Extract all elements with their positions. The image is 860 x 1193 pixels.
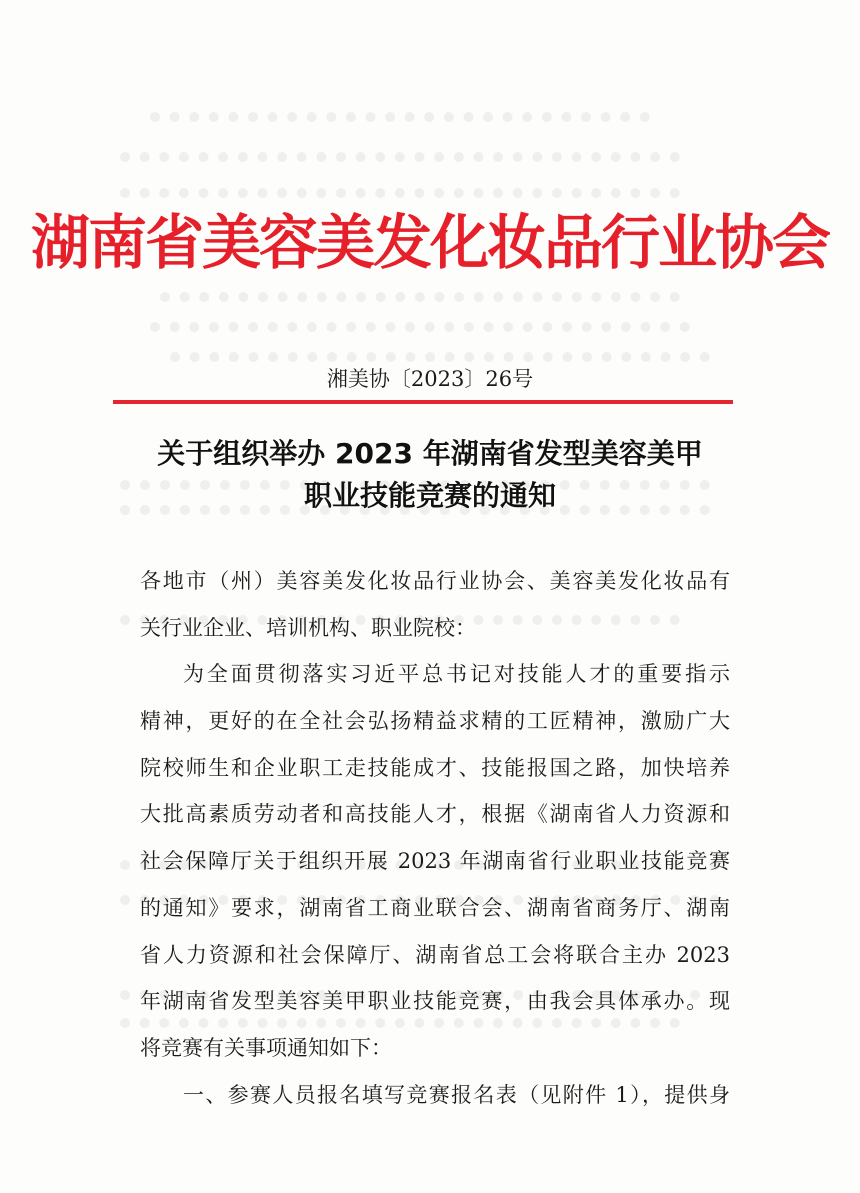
body-line: 的通知》要求，湖南省工商业联合会、湖南省商务厅、湖南 [140, 895, 730, 920]
bleed-through-line [120, 152, 680, 162]
document-number: 湘美协〔2023〕26号 [326, 367, 534, 391]
bleed-through-line [150, 112, 650, 122]
red-divider [113, 400, 733, 404]
body-line: 省人力资源和社会保障厅、湖南省总工会将联合主办 2023 [140, 942, 730, 967]
notice-title-line-1: 关于组织举办 2023 年湖南省发型美容美甲 [157, 437, 703, 470]
body-line: 精神，更好的在全社会弘扬精益求精的工匠精神，激励广大 [140, 709, 730, 734]
organization-header: 湖南省美容美发化妆品行业协会 [30, 208, 829, 277]
body-line-item-1: 一、参赛人员报名填写竞赛报名表（见附件 1），提供身 [183, 1082, 730, 1107]
notice-body [140, 558, 730, 1118]
notice-title-line-2: 职业技能竞赛的通知 [303, 479, 556, 512]
bleed-through-line [170, 352, 710, 362]
body-line: 社会保障厅关于组织开展 2023 年湖南省行业职业技能竞赛 [140, 849, 730, 874]
bleed-through-line [160, 292, 680, 302]
body-line: 为全面贯彻落实习近平总书记对技能人才的重要指示 [183, 662, 730, 687]
body-line-addressee: 各地市（州）美容美发化妆品行业协会、美容美发化妆品有 [140, 569, 730, 593]
body-line: 将竞赛有关事项通知如下： [140, 1035, 392, 1060]
bleed-through-line [120, 188, 680, 198]
body-line-addressee-cont: 关行业企业、培训机构、职业院校： [140, 615, 476, 640]
body-line: 院校师生和企业职工走技能成才、技能报国之路，加快培养 [140, 755, 730, 780]
body-line: 大批高素质劳动者和高技能人才，根据《湖南省人力资源和 [140, 802, 730, 827]
body-line: 年湖南省发型美容美甲职业技能竞赛，由我会具体承办。现 [140, 989, 730, 1014]
bleed-through-line [150, 322, 690, 332]
